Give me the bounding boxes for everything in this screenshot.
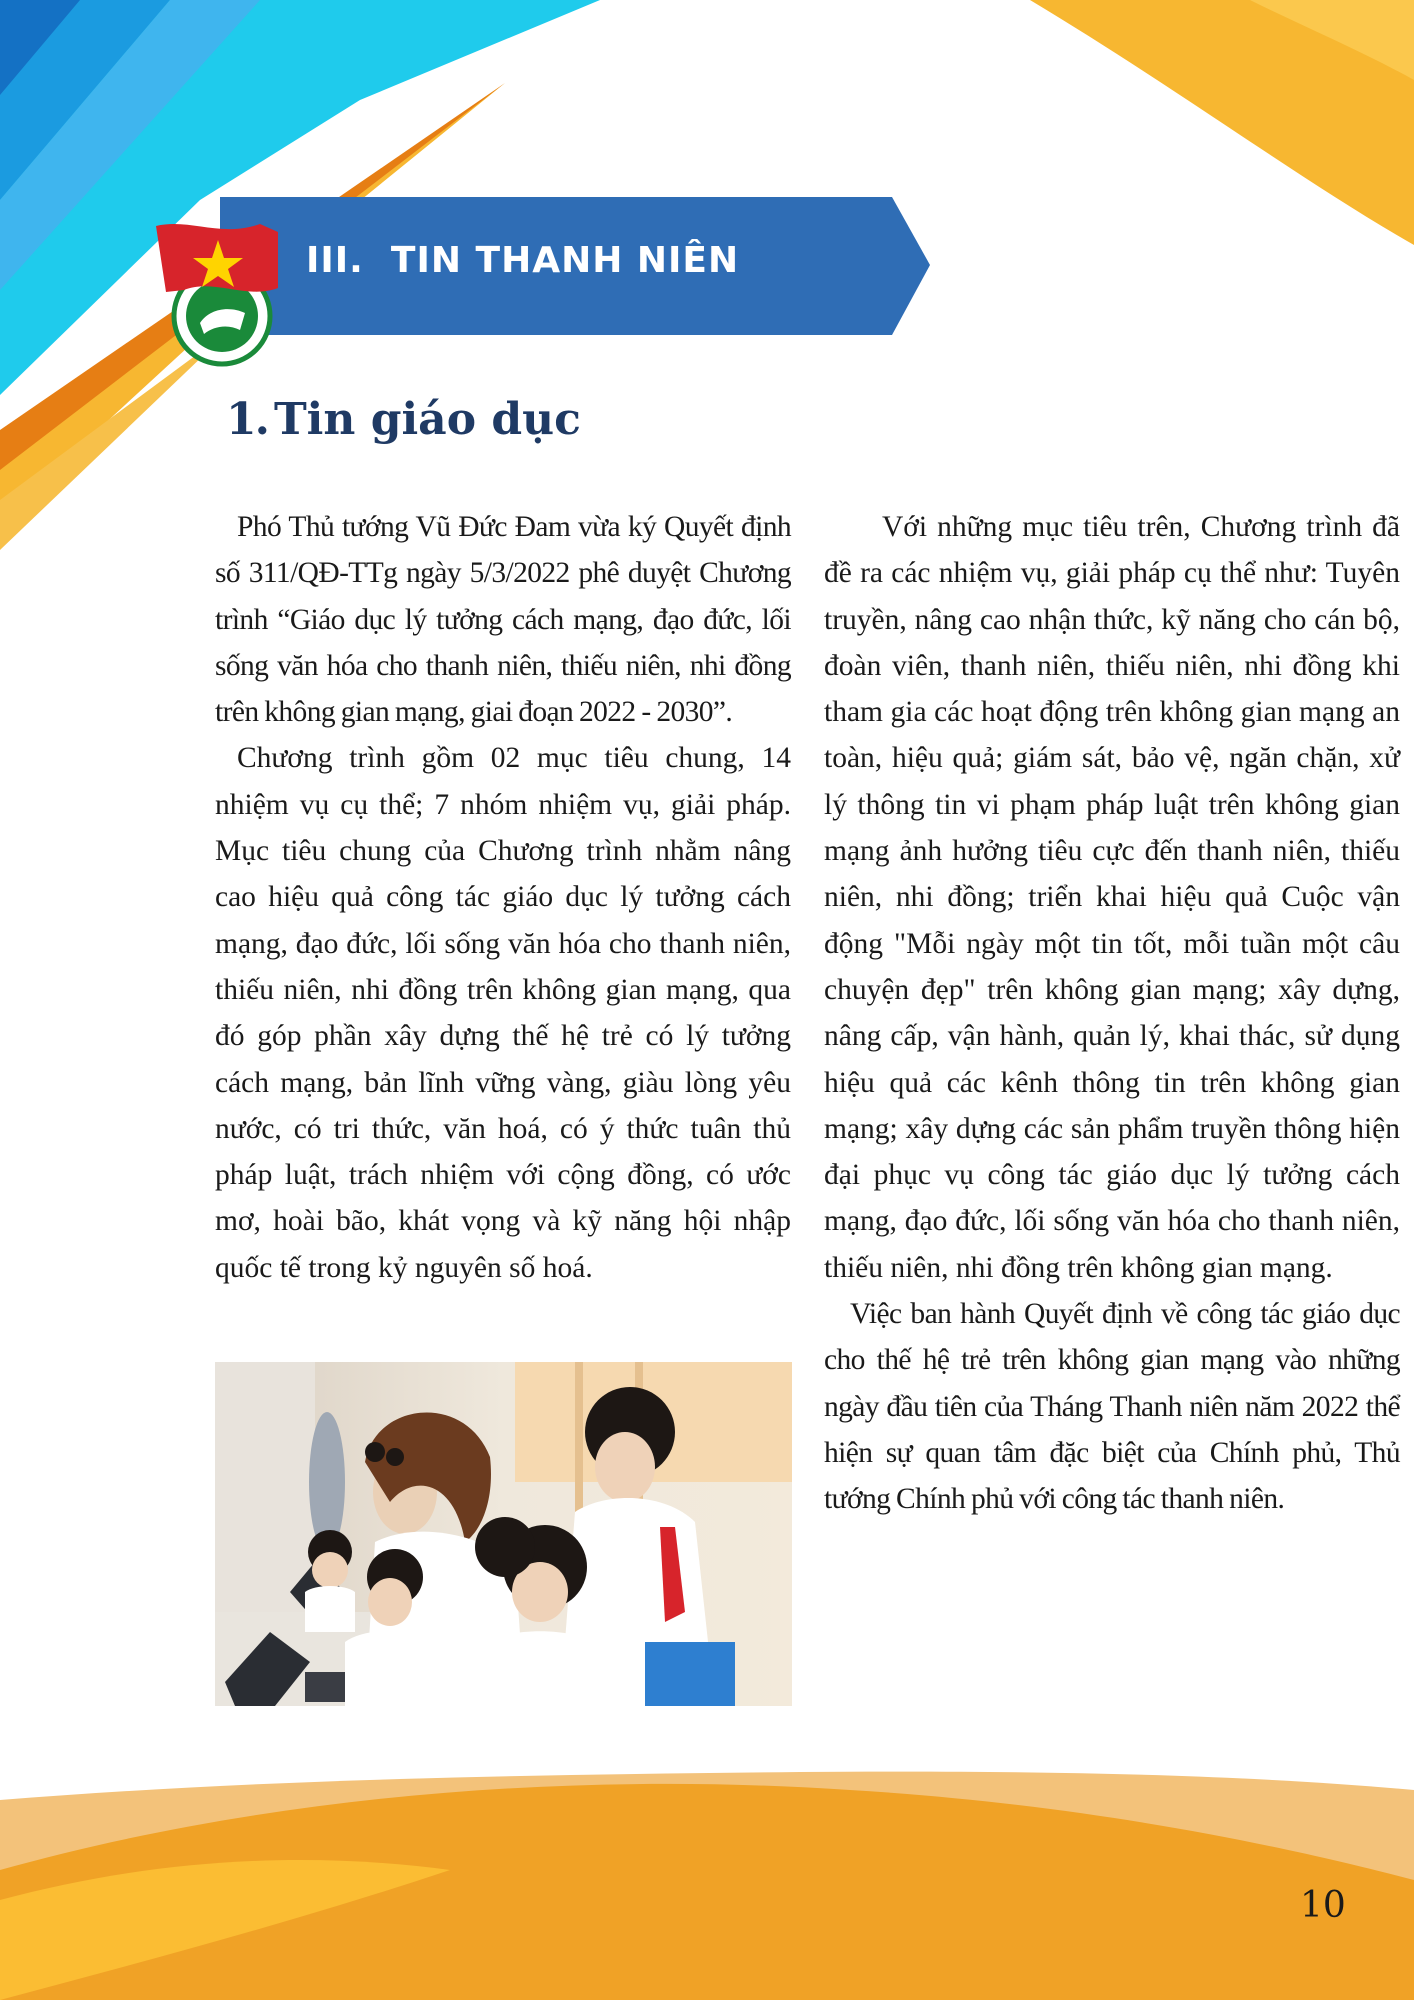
- left-paragraph-1: Phó Thủ tướng Vũ Đức Đam vừa ký Quyết định số 311/QĐ-TTg ngày 5/3/2022 phê duyệt Chương trình “Giáo dục lý tưởng cách mạng, đạo đức, lối sống văn hóa cho thanh niên, thiếu niên, nhi đồng trên không gian mạng, giai đoạn 2022 - 2030”.: [215, 511, 791, 729]
- left-paragraph-2: Chương trình gồm 02 mục tiêu chung, 14 nhiệm vụ cụ thể; 7 nhóm nhiệm vụ, giải pháp. Mục tiêu chung của Chương trình nhằm nâng cao hiệu quả công tác giáo dục lý tưởng cách mạng, đạo đức, lối sống văn hóa cho thanh niên, thiếu niên, nhi đồng trên không gian mạng, qua đó góp phần xây dựng thế hệ trẻ có lý tưởng cách mạng, bản lĩnh vững vàng, giàu lòng yêu nước, có tri thức, văn hoá, có ý thức tuân thủ pháp luật, trách nhiệm với cộng đồng, có ước mơ, hoài bão, khát vọng và kỹ năng hội nhập quốc tế trong kỷ nguyên số hoá.: [215, 742, 791, 1284]
- heading-title: Tin giáo dục: [273, 394, 581, 445]
- heading-number: 1.: [226, 394, 268, 445]
- right-column: [824, 504, 1400, 1523]
- page-number: 10: [1300, 1885, 1346, 1926]
- classroom-photo: [215, 1362, 792, 1706]
- article-heading: [226, 394, 581, 445]
- youth-union-emblem-icon: [150, 218, 290, 368]
- right-paragraph-2: Việc ban hành Quyết định về công tác giáo dục cho thế hệ trẻ trên không gian mạng vào những ngày đầu tiên của Tháng Thanh niên năm 2022 thể hiện sự quan tâm đặc biệt của Chính phủ, Thủ tướng Chính phủ với công tác thanh niên.: [824, 1298, 1400, 1516]
- left-column: [215, 504, 791, 1291]
- right-paragraph-1: Với những mục tiêu trên, Chương trình đã đề ra các nhiệm vụ, giải pháp cụ thể như: Tuyên truyền, nâng cao nhận thức, kỹ năng cho cán bộ, đoàn viên, thanh niên, thiếu niên, nhi đồng khi tham gia các hoạt động trên không gian mạng an toàn, hiệu quả; giám sát, bảo vệ, ngăn chặn, xử lý thông tin vi phạm pháp luật trên không gian mạng ảnh hưởng tiêu cực đến thanh niên, thiếu niên, nhi đồng; triển khai hiệu quả Cuộc vận động "Mỗi ngày một tin tốt, mỗi tuần một câu chuyện đẹp" trên không gian mạng; xây dựng, nâng cấp, vận hành, quản lý, khai thác, sử dụng hiệu quả các kênh thông tin trên không gian mạng; xây dựng các sản phẩm truyền thông hiện đại phục vụ công tác giáo dục lý tưởng cách mạng, đạo đức, lối sống văn hóa cho thanh niên, thiếu niên, nhi đồng trên không gian mạng.: [824, 511, 1400, 1284]
- section-title: III. TIN THANH NIÊN: [306, 240, 740, 281]
